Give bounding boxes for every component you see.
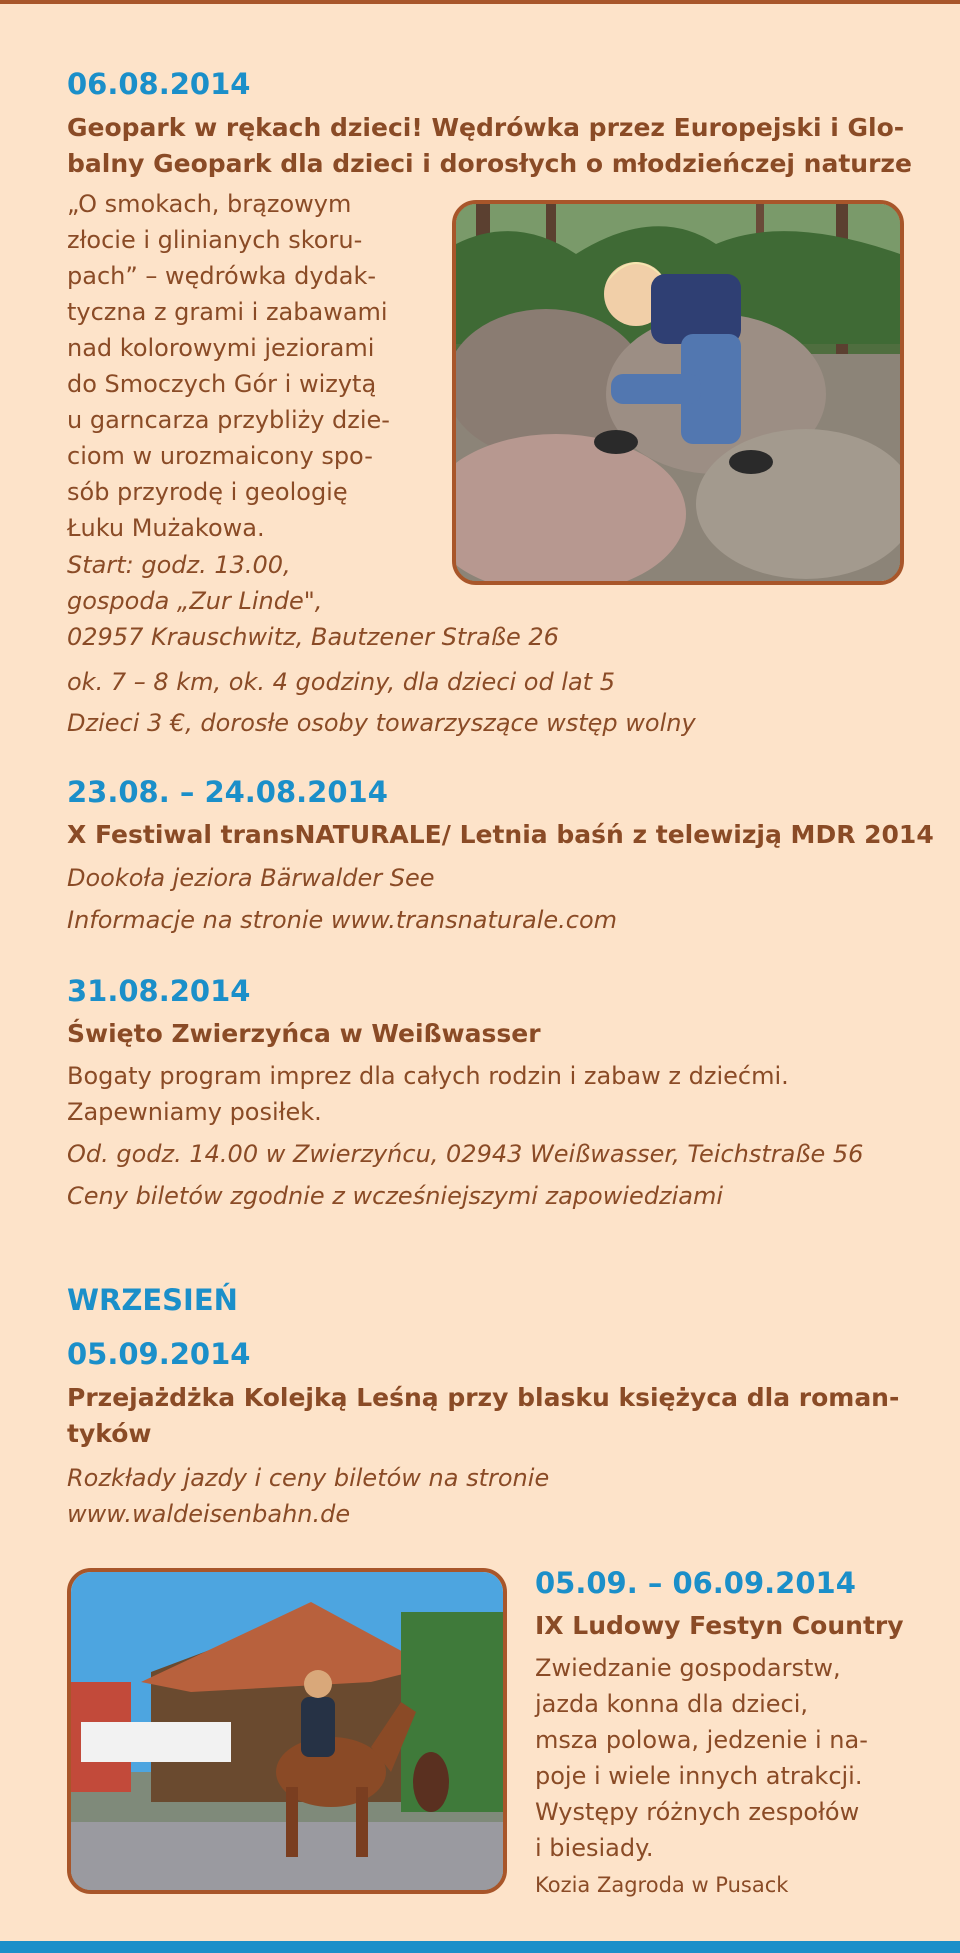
description-line: ciom w urozmaicony spo- <box>67 442 373 470</box>
description-line: do Smoczych Gór i wizytą <box>67 370 377 398</box>
event-title: IX Ludowy Festyn Country <box>535 1611 904 1640</box>
top-rule <box>0 0 960 4</box>
schedule-line: www.waldeisenbahn.de <box>67 1500 351 1528</box>
bottom-rule <box>0 1941 960 1953</box>
description-line: pach” – wędrówka dydak- <box>67 262 377 290</box>
event-price: Dzieci 3 €, dorosłe osoby towarzyszące wstęp wolny <box>67 709 696 737</box>
description-line: nad kolorowymi jeziorami <box>67 334 375 362</box>
description-line: msza polowa, jedzenie i na- <box>535 1726 868 1754</box>
description-line: sób przyrodę i geologię <box>67 478 348 506</box>
description-line: i biesiady. <box>535 1834 654 1862</box>
event-date: 05.09.2014 <box>67 1337 251 1371</box>
event-title-line: balny Geopark dla dzieci i dorosłych o młodzieńczej naturze <box>67 149 912 178</box>
event-info-link: Informacje na stronie www.transnaturale.com <box>67 906 618 934</box>
event-description <box>535 1650 935 1866</box>
event-title-line: Przejażdżka Kolejką Leśną przy blasku księżyca dla roman- <box>67 1383 900 1412</box>
start-line: Start: godz. 13.00, <box>67 551 291 579</box>
event-title-line: Geopark w rękach dzieci! Wędrówka przez Europejski i Glo- <box>67 113 905 142</box>
event-title <box>67 1380 947 1452</box>
description-line: poje i wiele innych atrakcji. <box>535 1762 863 1790</box>
photo-horse-rider <box>67 1568 507 1894</box>
description-line: „O smokach, brązowym <box>67 190 352 218</box>
description-line: Zapewniamy posiłek. <box>67 1098 322 1126</box>
start-line: gospoda „Zur Linde", <box>67 587 323 615</box>
description-line: tyczna z grami i zabawami <box>67 298 388 326</box>
description-line: Występy różnych zespołów <box>535 1798 860 1826</box>
event-date: 31.08.2014 <box>67 974 251 1008</box>
event-description <box>67 186 447 546</box>
event-description <box>67 1058 947 1130</box>
description-line: jazda konna dla dzieci, <box>535 1690 809 1718</box>
event-date: 06.08.2014 <box>67 67 251 101</box>
event-date: 05.09. – 06.09.2014 <box>535 1566 856 1600</box>
event-location: Dookoła jeziora Bärwalder See <box>67 864 435 892</box>
event-schedule-info <box>67 1460 947 1532</box>
event-place: Kozia Zagroda w Pusack <box>535 1873 789 1897</box>
event-distance: ok. 7 – 8 km, ok. 4 godziny, dla dzieci od lat 5 <box>67 668 615 696</box>
start-line: 02957 Krauschwitz, Bautzener Straße 26 <box>67 623 559 651</box>
event-title-line: tyków <box>67 1419 152 1448</box>
event-date: 23.08. – 24.08.2014 <box>67 775 388 809</box>
event-title <box>67 110 937 182</box>
event-title: Święto Zwierzyńca w Weißwasser <box>67 1019 541 1048</box>
description-line: Łuku Mużakowa. <box>67 514 265 542</box>
event-price: Ceny biletów zgodnie z wcześniejszymi zapowiedziami <box>67 1182 724 1210</box>
event-time-place: Od. godz. 14.00 w Zwierzyńcu, 02943 Weißwasser, Teichstraße 56 <box>67 1140 864 1168</box>
description-line: złocie i glinianych skoru- <box>67 226 363 254</box>
event-title: X Festiwal transNATURALE/ Letnia baśń z telewizją MDR 2014 <box>67 820 934 849</box>
schedule-line: Rozkłady jazdy i ceny biletów na stronie <box>67 1464 550 1492</box>
description-line: Bogaty program imprez dla całych rodzin i zabaw z dziećmi. <box>67 1062 789 1090</box>
description-line: u garncarza przybliży dzie- <box>67 406 390 434</box>
description-line: Zwiedzanie gospodarstw, <box>535 1654 841 1682</box>
month-heading: WRZESIEŃ <box>67 1283 238 1317</box>
photo-child-on-rocks <box>452 200 904 585</box>
